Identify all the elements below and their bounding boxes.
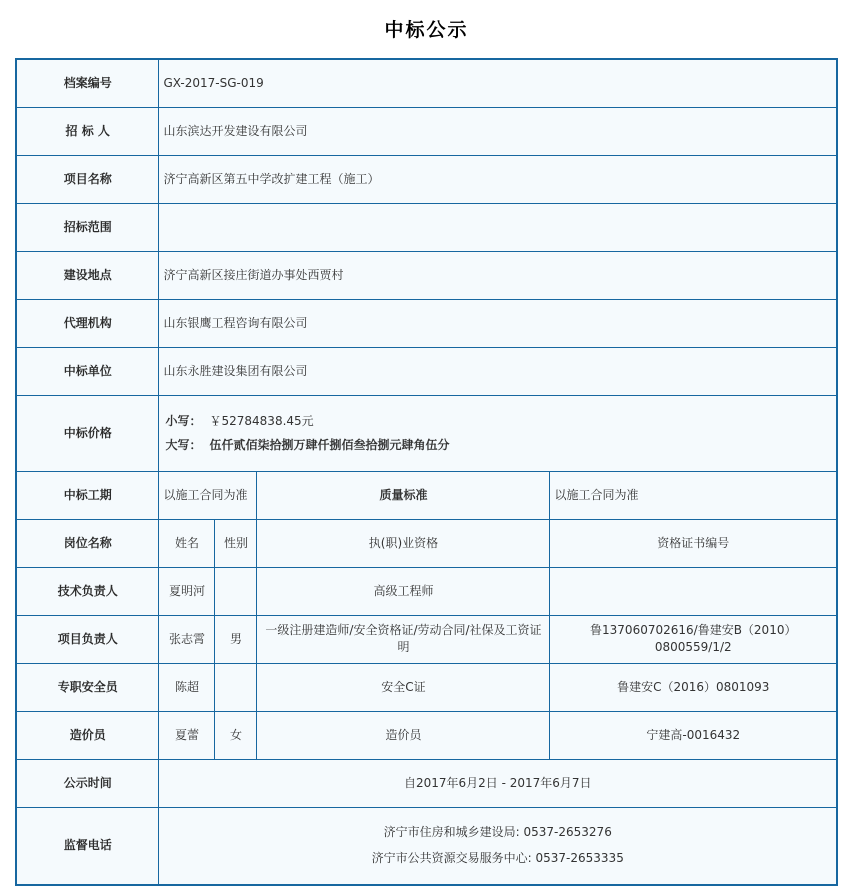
row-label: 公示时间 [16, 759, 159, 807]
table-row-supervision-phone [16, 807, 837, 885]
phone-line-construction-bureau: 济宁市住房和城乡建设局: 0537-2653276 [383, 825, 612, 840]
person-name: 夏明河 [159, 567, 215, 615]
row-label: 项目名称 [16, 155, 159, 203]
table-row-construction-site [16, 251, 837, 299]
row-label: 项目负责人 [16, 615, 159, 663]
person-cert-no: 宁建高-0016432 [550, 711, 837, 759]
table-row-winning-bidder [16, 347, 837, 395]
phone-cell [159, 807, 837, 885]
table-row-publicity-period [16, 759, 837, 807]
table-row-safety-officer [16, 663, 837, 711]
person-gender [215, 567, 257, 615]
person-qualification: 高级工程师 [257, 567, 550, 615]
table-row-agency [16, 299, 837, 347]
row-value: 山东银鹰工程咨询有限公司 [159, 299, 837, 347]
table-row-position-header [16, 519, 837, 567]
row-label: 岗位名称 [16, 519, 159, 567]
person-cert-no [550, 567, 837, 615]
row-value: 山东永胜建设集团有限公司 [159, 347, 837, 395]
table-row-cost-estimator [16, 711, 837, 759]
price-numeric-label: 小写： [165, 413, 202, 428]
row-label: 监督电话 [16, 807, 159, 885]
table-row-project-name [16, 155, 837, 203]
row-label: 中标工期 [16, 471, 159, 519]
row-value [159, 203, 837, 251]
page-title: 中标公示 [384, 19, 469, 41]
person-cert-no: 鲁建安C（2016）0801093 [550, 663, 837, 711]
person-gender: 男 [215, 615, 257, 663]
row-label: 档案编号 [16, 59, 159, 107]
phone-line-trade-center: 济宁市公共资源交易服务中心: 0537-2653335 [371, 851, 624, 866]
row-label: 中标单位 [16, 347, 159, 395]
row-label: 建设地点 [16, 251, 159, 299]
col-header-name: 姓名 [159, 519, 215, 567]
quality-standard-label: 质量标准 [257, 471, 550, 519]
row-label: 专职安全员 [16, 663, 159, 711]
table-row-tenderee [16, 107, 837, 155]
table-row-technical-director [16, 567, 837, 615]
person-gender: 女 [215, 711, 257, 759]
person-name: 夏蕾 [159, 711, 215, 759]
row-value: 济宁高新区接庄街道办事处西贾村 [159, 251, 837, 299]
price-numeric-value: ￥52784838.45元 [209, 413, 314, 428]
person-name: 张志霄 [159, 615, 215, 663]
col-header-qualification: 执(职)业资格 [257, 519, 550, 567]
row-value: GX-2017-SG-019 [159, 59, 837, 107]
price-capital-value: 伍仟贰佰柒拾捌万肆仟捌佰叁拾捌元肆角伍分 [209, 437, 450, 452]
row-label: 造价员 [16, 711, 159, 759]
row-value: 山东滨达开发建设有限公司 [159, 107, 837, 155]
person-qualification: 一级注册建造师/安全资格证/劳动合同/社保及工资证明 [257, 615, 550, 663]
row-label: 招标范围 [16, 203, 159, 251]
table-row-archive-number [16, 59, 837, 107]
publicity-period-value: 自2017年6月2日 - 2017年6月7日 [159, 759, 837, 807]
person-gender [215, 663, 257, 711]
price-capital-line [165, 437, 832, 454]
table-row-winning-price [16, 395, 837, 471]
price-capital-label: 大写： [165, 437, 202, 452]
table-row-project-manager [16, 615, 837, 663]
price-cell [159, 395, 837, 471]
col-header-gender: 性别 [215, 519, 257, 567]
table-row-construction-period [16, 471, 837, 519]
row-value: 济宁高新区第五中学改扩建工程（施工） [159, 155, 837, 203]
bid-announcement-table [15, 58, 838, 886]
person-qualification: 造价员 [257, 711, 550, 759]
row-label: 招 标 人 [16, 107, 159, 155]
quality-standard-value: 以施工合同为准 [550, 471, 837, 519]
price-numeric-line [165, 413, 832, 430]
person-qualification: 安全C证 [257, 663, 550, 711]
person-cert-no: 鲁137060702616/鲁建安B（2010）0800559/1/2 [550, 615, 837, 663]
period-value: 以施工合同为准 [159, 471, 257, 519]
row-label: 中标价格 [16, 395, 159, 471]
col-header-cert-no: 资格证书编号 [550, 519, 837, 567]
person-name: 陈超 [159, 663, 215, 711]
row-label: 代理机构 [16, 299, 159, 347]
table-row-tender-scope [16, 203, 837, 251]
row-label: 技术负责人 [16, 567, 159, 615]
